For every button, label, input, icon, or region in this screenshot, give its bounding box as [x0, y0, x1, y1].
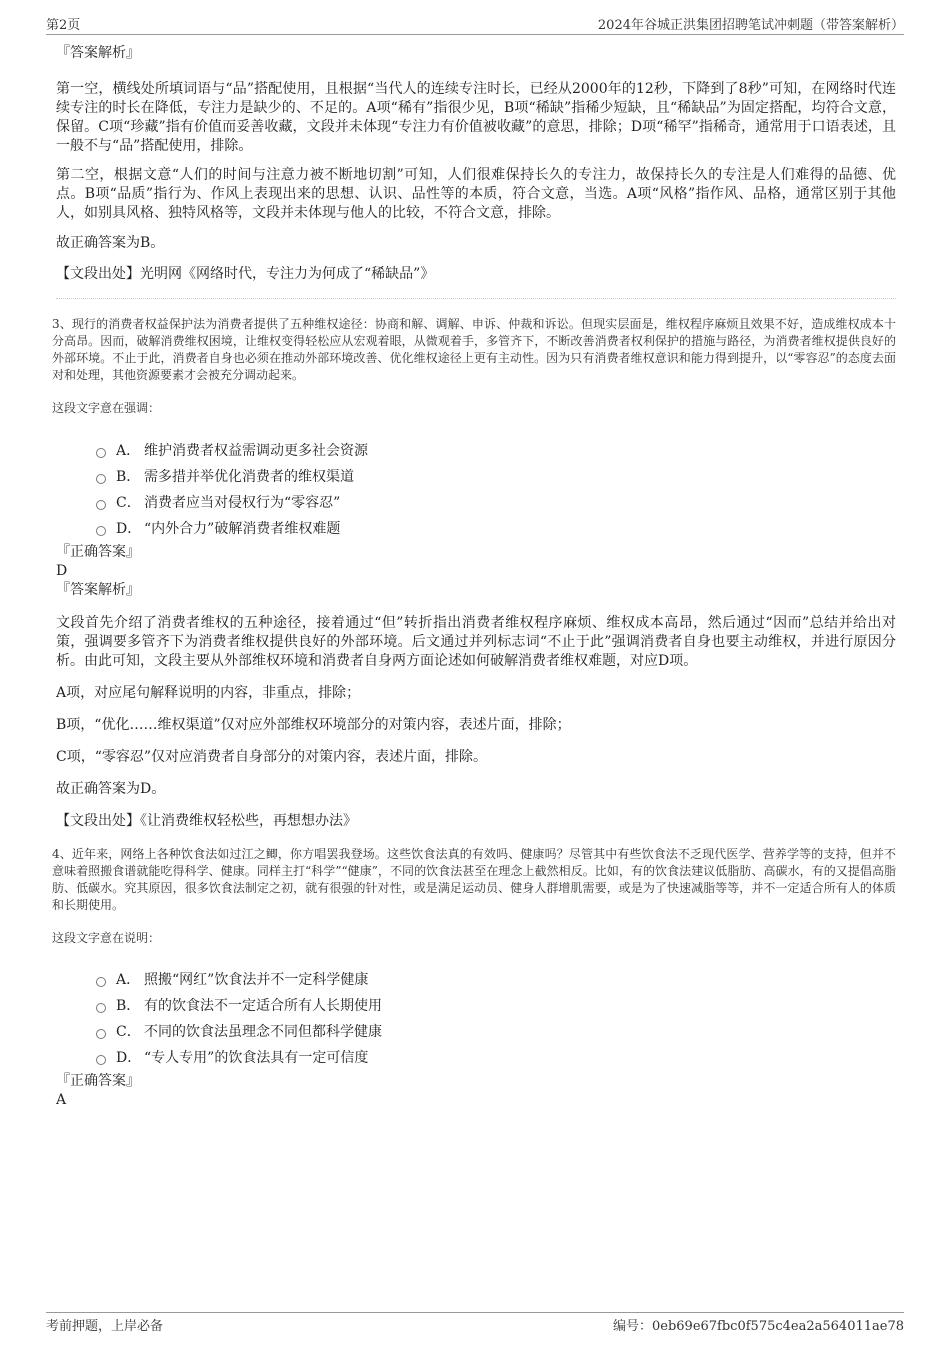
q3-option-a[interactable]: [96, 438, 896, 464]
radio-icon[interactable]: [96, 526, 106, 536]
q3-analysis-para4: C项，“零容忍”仅对应消费者自身部分的对策内容，表述片面，排除。: [56, 749, 488, 765]
page-footer: [46, 1312, 904, 1333]
option-text: 不同的饮食法虽理念不同但都科学健康: [144, 1024, 382, 1040]
q3-options: [56, 438, 896, 542]
divider: [56, 298, 896, 299]
q3-analysis-para3: B项，“优化……维权渠道”仅对应外部维权环境部分的对策内容，表述片面，排除；: [56, 717, 571, 733]
q4-answer: A: [56, 1092, 67, 1108]
option-text: “内外合力”破解消费者维权难题: [144, 521, 341, 537]
q3-answer-label: 『正确答案』: [56, 544, 140, 560]
q3-analysis-para1: 文段首先介绍了消费者维权的五种途径，接着通过“但”转折指出消费者维权程序麻烦、维权成本高昂，然后通过“因而”总结并给出对策，强调要多管齐下为消费者维权提供良好的外部环境。后文通过并列标志词“不止于此”强调消费者自身也要主动维权，并进行原因分析。由此可知，文段主要从外部维权环境和消费者自身两方面论述如何破解消费者维权难题，对应D项。: [56, 615, 896, 669]
q2-source: 【文段出处】光明网《网络时代，专注力为何成了“稀缺品”》: [56, 266, 435, 282]
q4-option-b[interactable]: [96, 993, 896, 1019]
q2-analysis-para2: 第二空，根据文意“人们的时间与注意力被不断地切割”可知，人们很难保持长久的专注力，故保持长久的专注是人们难得的品德、优点。B项“品质”指行为、作风上表现出来的思想、认识、品性等的本质，符合文意，当选。A项“风格”指作风、品格，通常区别于其他人，如别具风格、独特风格等，文段并未体现与他人的比较，不符合文意，排除。: [56, 167, 896, 221]
q3-source: 【文段出处】《让消费维权轻松些，再想想办法》: [56, 813, 357, 829]
page-header: [46, 12, 904, 35]
page-number: 第2页: [46, 18, 81, 33]
q4-prompt: 这段文字意在说明：: [52, 931, 161, 945]
option-key: C．: [116, 495, 141, 511]
q2-conclusion: 故正确答案为B。: [56, 235, 165, 251]
q4-option-c[interactable]: [96, 1019, 896, 1045]
main-content: [52, 44, 896, 1110]
radio-icon[interactable]: [96, 474, 106, 484]
q3-answer: D: [56, 563, 68, 579]
q3-option-b[interactable]: [96, 464, 896, 490]
radio-icon[interactable]: [96, 448, 106, 458]
radio-icon[interactable]: [96, 1003, 106, 1013]
q3-analysis-para2: A项，对应尾句解释说明的内容，非重点，排除；: [56, 685, 361, 701]
option-key: A．: [116, 443, 141, 459]
q2-analysis-label: 『答案解析』: [56, 45, 140, 61]
q4-option-d[interactable]: [96, 1045, 896, 1071]
option-key: D．: [116, 521, 142, 537]
q3-option-d[interactable]: [96, 516, 896, 542]
footer-slogan: 考前押题，上岸必备: [46, 1319, 164, 1334]
option-key: A．: [116, 972, 141, 988]
document-title: 2024年谷城正洪集团招聘笔试冲刺题（带答案解析）: [597, 18, 904, 33]
option-text: “专人专用”的饮食法具有一定可信度: [144, 1050, 369, 1066]
option-key: C．: [116, 1024, 141, 1040]
option-text: 照搬“网红”饮食法并不一定科学健康: [144, 972, 369, 988]
q4-option-a[interactable]: [96, 967, 896, 993]
q4-stem: 4、近年来，网络上各种饮食法如过江之鲫，你方唱罢我登场。这些饮食法真的有效吗、健康吗？尽管其中有些饮食法不乏现代医学、营养学等的支持，但并不意味着照搬食谱就能吃得科学、健康。同样主打“科学”“健康”，不同的饮食法甚至在理念上截然相反。比如，有的饮食法建议低脂肪、高碳水，有的又提倡高脂肪、低碳水。究其原因，很多饮食法制定之初，就有很强的针对性，或是满足运动员、健身人群增肌需要，或是为了快速减脂等等，并不一定适合所有人的体质和长期使用。: [52, 847, 896, 912]
q3-option-c[interactable]: [96, 490, 896, 516]
option-key: B．: [116, 469, 141, 485]
q2-analysis-para1: 第一空，横线处所填词语与“品”搭配使用，且根据“当代人的连续专注时长，已经从2000年的12秒，下降到了8秒”可知，在网络时代连续专注的时长在降低，专注力是缺少的、不足的。A项“稀有”指很少见，B项“稀缺”指稀少短缺，且“稀缺品”为固定搭配，均符合文意，保留。C项“珍藏”指有价值而妥善收藏，文段并未体现“专注力有价值被收藏”的意思，排除；D项“稀罕”指稀奇，通常用于口语表述，且一般不与“品”搭配使用，排除。: [56, 81, 896, 154]
q4-options: [56, 967, 896, 1071]
option-text: 维护消费者权益需调动更多社会资源: [144, 443, 368, 459]
radio-icon[interactable]: [96, 977, 106, 987]
option-key: D．: [116, 1050, 142, 1066]
footer-code-label: 编号：: [612, 1319, 652, 1334]
q3-stem: 3、现行的消费者权益保护法为消费者提供了五种维权途径：协商和解、调解、申诉、仲裁和诉讼。但现实层面是，维权程序麻烦且效果不好，造成维权成本十分高昂。因而，破解消费维权困境，让维权变得轻松应从宏观着眼，从微观着手，多管齐下，不断改善消费者权利保护的措施与路径，为消费者维权提供良好的外部环境。不止于此，消费者自身也必须在推动外部环境改善、优化维权途径上更有主动性。因为只有消费者维权意识和能力得到提升，以“零容忍”的态度去面对和处理，其他资源要素才会被充分调动起来。: [52, 317, 896, 382]
q3-prompt: 这段文字意在强调：: [52, 401, 161, 415]
radio-icon[interactable]: [96, 1029, 106, 1039]
option-text: 消费者应当对侵权行为“零容忍”: [144, 495, 341, 511]
footer-code-value: 0eb69e67fbc0f575c4ea2a564011ae78: [651, 1319, 904, 1334]
option-key: B．: [116, 998, 141, 1014]
radio-icon[interactable]: [96, 1055, 106, 1065]
option-text: 需多措并举优化消费者的维权渠道: [144, 469, 354, 485]
footer-code: [613, 1315, 904, 1334]
q3-conclusion: 故正确答案为D。: [56, 781, 166, 797]
q4-answer-label: 『正确答案』: [56, 1073, 140, 1089]
option-text: 有的饮食法不一定适合所有人长期使用: [144, 998, 382, 1014]
radio-icon[interactable]: [96, 500, 106, 510]
q3-analysis-label: 『答案解析』: [56, 582, 140, 598]
